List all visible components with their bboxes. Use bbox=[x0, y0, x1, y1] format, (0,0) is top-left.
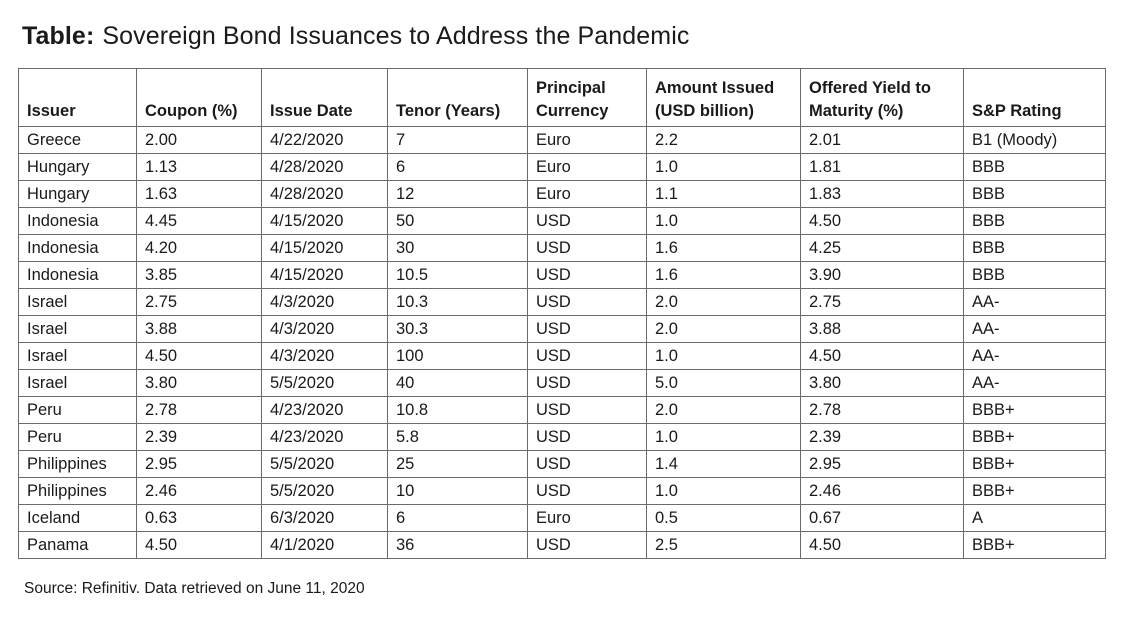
cell-issuer: Indonesia bbox=[19, 208, 137, 235]
cell-offered-yield: 1.83 bbox=[801, 181, 964, 208]
cell-offered-yield: 4.50 bbox=[801, 532, 964, 559]
cell-principal-currency: Euro bbox=[528, 154, 647, 181]
cell-coupon: 4.50 bbox=[137, 532, 262, 559]
cell-issuer: Greece bbox=[19, 127, 137, 154]
table-row bbox=[19, 343, 1106, 370]
cell-issue-date: 4/3/2020 bbox=[262, 316, 388, 343]
cell-principal-currency: Euro bbox=[528, 505, 647, 532]
cell-issue-date: 4/15/2020 bbox=[262, 262, 388, 289]
title-text: Sovereign Bond Issuances to Address the Pandemic bbox=[102, 22, 690, 50]
cell-issue-date: 4/23/2020 bbox=[262, 397, 388, 424]
cell-tenor: 6 bbox=[388, 154, 528, 181]
cell-amount-issued: 1.6 bbox=[647, 262, 801, 289]
cell-offered-yield: 2.78 bbox=[801, 397, 964, 424]
cell-issue-date: 4/23/2020 bbox=[262, 424, 388, 451]
bond-issuance-table bbox=[18, 68, 1106, 559]
cell-coupon: 2.78 bbox=[137, 397, 262, 424]
cell-offered-yield: 1.81 bbox=[801, 154, 964, 181]
cell-offered-yield: 4.50 bbox=[801, 343, 964, 370]
cell-principal-currency: USD bbox=[528, 316, 647, 343]
column-header-sp-rating: S&P Rating bbox=[964, 69, 1106, 127]
table-row bbox=[19, 424, 1106, 451]
table-header bbox=[19, 69, 1106, 127]
cell-amount-issued: 2.0 bbox=[647, 289, 801, 316]
table-row bbox=[19, 289, 1106, 316]
cell-issue-date: 4/3/2020 bbox=[262, 343, 388, 370]
cell-coupon: 2.39 bbox=[137, 424, 262, 451]
cell-sp-rating: AA- bbox=[964, 316, 1106, 343]
cell-issuer: Panama bbox=[19, 532, 137, 559]
cell-issue-date: 4/22/2020 bbox=[262, 127, 388, 154]
cell-issuer: Indonesia bbox=[19, 235, 137, 262]
cell-tenor: 10 bbox=[388, 478, 528, 505]
cell-coupon: 0.63 bbox=[137, 505, 262, 532]
cell-sp-rating: AA- bbox=[964, 289, 1106, 316]
cell-issue-date: 5/5/2020 bbox=[262, 451, 388, 478]
table-row bbox=[19, 208, 1106, 235]
column-header-amount-issued: Amount Issued (USD billion) bbox=[647, 69, 801, 127]
table-row bbox=[19, 262, 1106, 289]
page-title bbox=[22, 22, 689, 51]
cell-offered-yield: 2.46 bbox=[801, 478, 964, 505]
cell-principal-currency: USD bbox=[528, 424, 647, 451]
cell-issue-date: 4/28/2020 bbox=[262, 154, 388, 181]
table-row bbox=[19, 154, 1106, 181]
cell-sp-rating: BBB bbox=[964, 262, 1106, 289]
cell-issuer: Peru bbox=[19, 397, 137, 424]
cell-amount-issued: 1.0 bbox=[647, 343, 801, 370]
cell-issuer: Hungary bbox=[19, 154, 137, 181]
cell-sp-rating: BBB bbox=[964, 235, 1106, 262]
cell-coupon: 4.45 bbox=[137, 208, 262, 235]
cell-principal-currency: USD bbox=[528, 208, 647, 235]
column-header-principal-currency: Principal Currency bbox=[528, 69, 647, 127]
cell-amount-issued: 5.0 bbox=[647, 370, 801, 397]
cell-amount-issued: 0.5 bbox=[647, 505, 801, 532]
cell-amount-issued: 2.2 bbox=[647, 127, 801, 154]
cell-offered-yield: 2.95 bbox=[801, 451, 964, 478]
table-row bbox=[19, 478, 1106, 505]
cell-sp-rating: BBB+ bbox=[964, 424, 1106, 451]
cell-amount-issued: 2.0 bbox=[647, 316, 801, 343]
cell-coupon: 3.80 bbox=[137, 370, 262, 397]
cell-tenor: 7 bbox=[388, 127, 528, 154]
table-row bbox=[19, 397, 1106, 424]
cell-offered-yield: 3.80 bbox=[801, 370, 964, 397]
cell-tenor: 30 bbox=[388, 235, 528, 262]
table-row bbox=[19, 316, 1106, 343]
table-body bbox=[19, 127, 1106, 559]
cell-principal-currency: USD bbox=[528, 478, 647, 505]
cell-issuer: Indonesia bbox=[19, 262, 137, 289]
table-row bbox=[19, 235, 1106, 262]
cell-amount-issued: 1.6 bbox=[647, 235, 801, 262]
column-header-coupon: Coupon (%) bbox=[137, 69, 262, 127]
table-row bbox=[19, 505, 1106, 532]
source-note: Source: Refinitiv. Data retrieved on June 11, 2020 bbox=[24, 580, 365, 597]
cell-sp-rating: BBB bbox=[964, 208, 1106, 235]
cell-tenor: 10.8 bbox=[388, 397, 528, 424]
cell-sp-rating: BBB+ bbox=[964, 532, 1106, 559]
cell-issue-date: 5/5/2020 bbox=[262, 478, 388, 505]
column-header-tenor: Tenor (Years) bbox=[388, 69, 528, 127]
cell-principal-currency: USD bbox=[528, 397, 647, 424]
table-row bbox=[19, 370, 1106, 397]
cell-coupon: 3.85 bbox=[137, 262, 262, 289]
cell-issuer: Israel bbox=[19, 316, 137, 343]
cell-issue-date: 5/5/2020 bbox=[262, 370, 388, 397]
cell-principal-currency: USD bbox=[528, 343, 647, 370]
cell-tenor: 30.3 bbox=[388, 316, 528, 343]
cell-coupon: 2.00 bbox=[137, 127, 262, 154]
table-row bbox=[19, 532, 1106, 559]
cell-amount-issued: 1.1 bbox=[647, 181, 801, 208]
cell-sp-rating: BBB+ bbox=[964, 451, 1106, 478]
cell-issue-date: 4/3/2020 bbox=[262, 289, 388, 316]
cell-sp-rating: BBB+ bbox=[964, 397, 1106, 424]
cell-amount-issued: 2.0 bbox=[647, 397, 801, 424]
cell-principal-currency: Euro bbox=[528, 127, 647, 154]
cell-sp-rating: B1 (Moody) bbox=[964, 127, 1106, 154]
cell-issuer: Israel bbox=[19, 289, 137, 316]
cell-offered-yield: 3.90 bbox=[801, 262, 964, 289]
cell-offered-yield: 4.25 bbox=[801, 235, 964, 262]
cell-principal-currency: USD bbox=[528, 532, 647, 559]
cell-tenor: 6 bbox=[388, 505, 528, 532]
cell-issuer: Iceland bbox=[19, 505, 137, 532]
cell-issue-date: 4/28/2020 bbox=[262, 181, 388, 208]
table-row bbox=[19, 451, 1106, 478]
cell-coupon: 1.63 bbox=[137, 181, 262, 208]
cell-issuer: Israel bbox=[19, 370, 137, 397]
cell-coupon: 4.20 bbox=[137, 235, 262, 262]
cell-principal-currency: USD bbox=[528, 370, 647, 397]
column-header-issue-date: Issue Date bbox=[262, 69, 388, 127]
cell-issuer: Philippines bbox=[19, 478, 137, 505]
cell-tenor: 40 bbox=[388, 370, 528, 397]
cell-sp-rating: BBB+ bbox=[964, 478, 1106, 505]
cell-sp-rating: AA- bbox=[964, 343, 1106, 370]
cell-sp-rating: BBB bbox=[964, 154, 1106, 181]
header-row bbox=[19, 69, 1106, 127]
cell-issuer: Israel bbox=[19, 343, 137, 370]
cell-amount-issued: 1.0 bbox=[647, 154, 801, 181]
cell-tenor: 100 bbox=[388, 343, 528, 370]
cell-principal-currency: Euro bbox=[528, 181, 647, 208]
cell-tenor: 50 bbox=[388, 208, 528, 235]
cell-sp-rating: A bbox=[964, 505, 1106, 532]
cell-tenor: 10.5 bbox=[388, 262, 528, 289]
cell-offered-yield: 2.01 bbox=[801, 127, 964, 154]
table-row bbox=[19, 127, 1106, 154]
cell-coupon: 2.75 bbox=[137, 289, 262, 316]
cell-offered-yield: 2.39 bbox=[801, 424, 964, 451]
cell-amount-issued: 1.0 bbox=[647, 424, 801, 451]
cell-amount-issued: 1.4 bbox=[647, 451, 801, 478]
column-header-offered-yield: Offered Yield to Maturity (%) bbox=[801, 69, 964, 127]
cell-coupon: 2.46 bbox=[137, 478, 262, 505]
cell-tenor: 5.8 bbox=[388, 424, 528, 451]
cell-sp-rating: BBB bbox=[964, 181, 1106, 208]
cell-issuer: Hungary bbox=[19, 181, 137, 208]
cell-sp-rating: AA- bbox=[964, 370, 1106, 397]
cell-coupon: 4.50 bbox=[137, 343, 262, 370]
cell-tenor: 10.3 bbox=[388, 289, 528, 316]
cell-offered-yield: 4.50 bbox=[801, 208, 964, 235]
cell-issuer: Peru bbox=[19, 424, 137, 451]
cell-coupon: 3.88 bbox=[137, 316, 262, 343]
cell-tenor: 25 bbox=[388, 451, 528, 478]
column-header-issuer: Issuer bbox=[19, 69, 137, 127]
cell-issuer: Philippines bbox=[19, 451, 137, 478]
cell-amount-issued: 1.0 bbox=[647, 208, 801, 235]
cell-coupon: 1.13 bbox=[137, 154, 262, 181]
cell-offered-yield: 2.75 bbox=[801, 289, 964, 316]
cell-tenor: 12 bbox=[388, 181, 528, 208]
cell-principal-currency: USD bbox=[528, 451, 647, 478]
cell-coupon: 2.95 bbox=[137, 451, 262, 478]
table-row bbox=[19, 181, 1106, 208]
cell-amount-issued: 1.0 bbox=[647, 478, 801, 505]
cell-issue-date: 6/3/2020 bbox=[262, 505, 388, 532]
title-prefix: Table: bbox=[22, 22, 95, 50]
cell-amount-issued: 2.5 bbox=[647, 532, 801, 559]
cell-offered-yield: 3.88 bbox=[801, 316, 964, 343]
cell-tenor: 36 bbox=[388, 532, 528, 559]
cell-principal-currency: USD bbox=[528, 235, 647, 262]
cell-issue-date: 4/15/2020 bbox=[262, 208, 388, 235]
cell-offered-yield: 0.67 bbox=[801, 505, 964, 532]
cell-principal-currency: USD bbox=[528, 262, 647, 289]
cell-issue-date: 4/15/2020 bbox=[262, 235, 388, 262]
cell-issue-date: 4/1/2020 bbox=[262, 532, 388, 559]
cell-principal-currency: USD bbox=[528, 289, 647, 316]
